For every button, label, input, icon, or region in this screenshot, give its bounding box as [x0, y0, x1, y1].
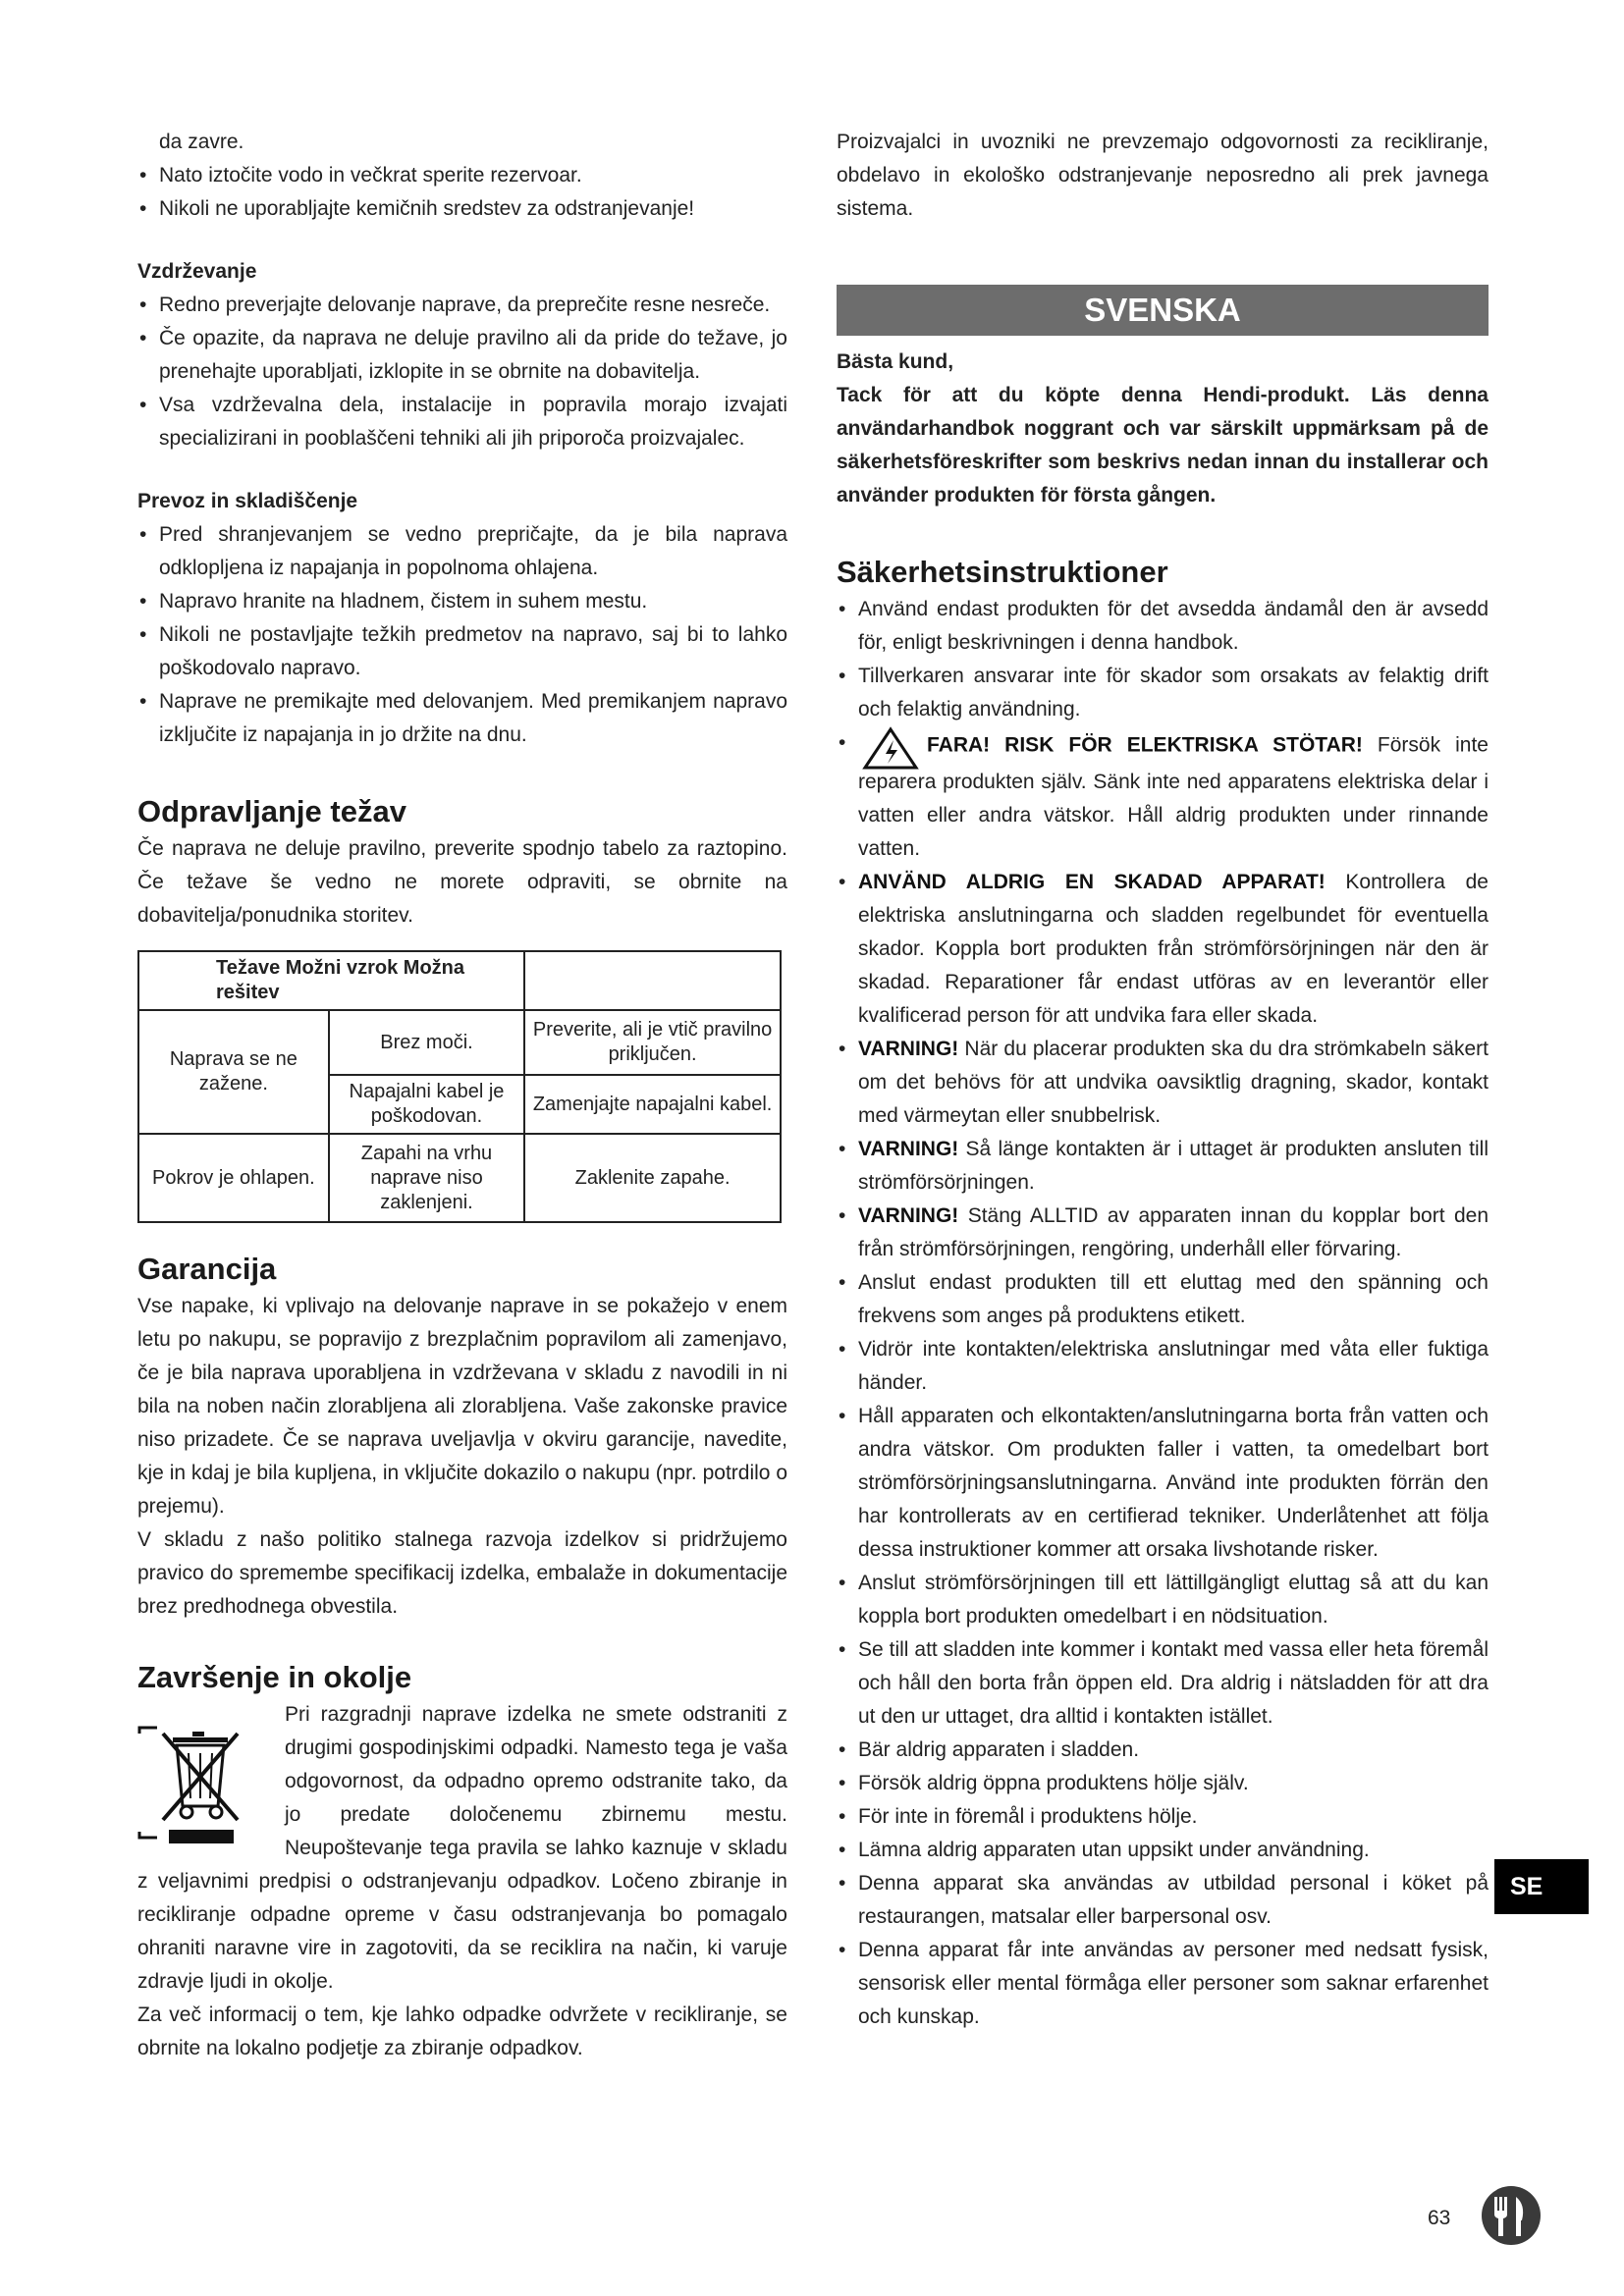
language-tab: SE: [1494, 1859, 1589, 1914]
list-item: • Če opazite, da naprava ne deluje pravilno ali da pride do težave, jo prenehajte uporabljati, izklopite in se obrnite na dobavitelja.: [137, 322, 787, 389]
table-cell: Pokrov je ohlapen.: [138, 1134, 329, 1222]
list-item: • Använd endast produkten för det avsedda ändamål den är avsedd för, enligt beskrivningen i denna handbok.: [837, 593, 1489, 660]
table-cell: Napajalni kabel je poškodovan.: [329, 1075, 524, 1134]
transport-heading: Prevoz in skladiščenje: [137, 490, 358, 512]
list-item: • Bär aldrig apparaten i sladden.: [837, 1734, 1489, 1767]
warning-label: VARNING!: [858, 1204, 959, 1227]
warning-text: Stäng ALLTID av apparaten innan du kopplar bort den från strömförsörjningen, rengöring, underhåll eller förvaring.: [858, 1204, 1489, 1260]
warranty-text: Vse napake, ki vplivajo na delovanje naprave in se pokažejo v enem letu po nakupu, se popravijo z brezplačnim popravilom ali zamenjavo, če je bila naprava uporabljena in vzdrževana v skladu z navodili in ni bila na noben način zlorabljena ali zlorabljena. Vaše zakonske pravice niso prizadete. Če se naprava uveljavlja v okviru garancije, navedite, kje in kdaj je bila kupljena, in vključite dokazilo o nakupu (npr. potrdilo o prejemu).: [137, 1295, 787, 1518]
table-cell: Brez moči.: [329, 1010, 524, 1075]
weee-bin-icon: [137, 1704, 271, 1861]
table-cell: Zapahi na vrhu naprave niso zaklenjeni.: [329, 1134, 524, 1222]
continued-text: da zavre.: [159, 131, 244, 153]
table-cell: Zaklenite zapahe.: [524, 1134, 781, 1222]
warning-label: ANVÄND ALDRIG EN SKADAD APPARAT!: [858, 871, 1326, 893]
list-item: • Naprave ne premikajte med delovanjem. Med premikanjem napravo izključite iz napajanja in jo držite na dnu.: [137, 685, 787, 752]
danger-label: FARA! RISK FÖR ELEKTRISKA STÖTAR!: [927, 733, 1363, 757]
table-cell: Zamenjajte napajalni kabel.: [524, 1075, 781, 1134]
troubleshooting-table: [137, 950, 782, 1223]
page-number: 63: [1428, 2207, 1451, 2229]
list-item: • Försök aldrig öppna produktens hölje själv.: [837, 1767, 1489, 1800]
troubleshooting-heading: Odpravljanje težav: [137, 794, 406, 828]
list-item: • Nikoli ne uporabljajte kemičnih sredstev za odstranjevanje!: [137, 192, 787, 226]
greeting: Bästa kund,: [837, 350, 954, 373]
table-header: Težave Možni vzrok Možna rešitev: [138, 951, 524, 1010]
maintenance-heading: Vzdrževanje: [137, 260, 257, 283]
list-item: • Denna apparat ska användas av utbildad personal i köket på restaurangen, matsalar eller barpersonal osv.: [837, 1867, 1489, 1934]
list-item: • Denna apparat får inte användas av personer med nedsatt fysisk, sensorisk eller mental förmåga eller personer som saknar erfarenhet och kunskap.: [837, 1934, 1489, 2034]
disposal-heading: Završenje in okolje: [137, 1660, 412, 1694]
list-item: • Se till att sladden inte kommer i kontakt med vassa eller heta föremål och håll den borta från öppen eld. Dra aldrig i nätsladden för att dra ut den ur uttaget, dra alltid i kontakten istället.: [837, 1633, 1489, 1734]
list-item: [837, 726, 1489, 866]
list-item: • Håll apparaten och elkontakten/anslutningarna borta från vatten och andra vätskor. Om produkten faller i vatten, ta omedelbart bort strömförsörjningsanslutningarna. Använd inte produkten förrän den har kontrollerats av en certifierad tekniker. Underlåtenhet att följa dessa instruktioner kommer att orsaka livshotande risker.: [837, 1400, 1489, 1567]
list-item: [837, 1033, 1489, 1133]
cutlery-logo-icon: [1481, 2185, 1542, 2246]
list-item: • Nato iztočite vodo in večkrat sperite rezervoar.: [137, 159, 787, 192]
table-cell: Naprava se ne zažene.: [138, 1010, 329, 1134]
list-item: • Lämna aldrig apparaten utan uppsikt under användning.: [837, 1834, 1489, 1867]
list-item: [837, 1133, 1489, 1200]
list-item: • Redno preverjajte delovanje naprave, da preprečite resne nesreče.: [137, 289, 787, 322]
danger-text: Försök inte reparera produkten själv. Sänk inte ned apparatens elektriska delar i vatten eller andra vätskor. Håll aldrig produkten under rinnande vatten.: [858, 733, 1489, 860]
warning-text: När du placerar produkten ska du dra strömkabeln säkert om det behövs för att undvika oavsiktlig dragning, skador, kontakt med värmeytan eller snubbelrisk.: [858, 1038, 1489, 1127]
list-item: • Tillverkaren ansvarar inte för skador som orsakats av felaktig drift och felaktig användning.: [837, 660, 1489, 726]
recycling-note: Proizvajalci in uvozniki ne prevzemajo odgovornosti za recikliranje, obdelavo in ekološko odstranjevanje neposredno ali prek javnega sistema.: [837, 131, 1489, 220]
safety-heading: Säkerhetsinstruktioner: [837, 555, 1168, 589]
warning-label: VARNING!: [858, 1138, 959, 1160]
list-item: • Napravo hranite na hladnem, čistem in suhem mestu.: [137, 585, 787, 618]
list-item: [837, 866, 1489, 1033]
list-item: • Nikoli ne postavljajte težkih predmetov na napravo, saj bi to lahko poškodovalo napravo.: [137, 618, 787, 685]
disposal-text: Pri razgradnji naprave izdelka ne smete odstraniti z drugimi gospodinjskimi odpadki. Namesto tega je vaša odgovornost, da odpadno opremo odstranite tako, da jo predate določenemu zbirnemu mestu. Neupoštevanje tega pravila se lahko kaznuje v skladu z veljavnimi predpisi o odstranjevanju odpadkov. Ločeno zbiranje in recikliranje odpadne opreme v času odstranjevanja bo pomagalo ohraniti naravne vire in zagotoviti, da se reciklira na način, ki varuje zdravje ljudi in okolje.: [137, 1703, 787, 1993]
warning-text: Kontrollera de elektriska anslutningarna och sladden regelbundet för eventuella skador. Koppla bort produkten från strömförsörjningen när den är skadad. Reparationer får endast utföras av en leverantör eller kvalificerad person för att undvika fara eller skada.: [858, 871, 1489, 1027]
warranty-heading: Garancija: [137, 1252, 277, 1286]
warning-label: VARNING!: [858, 1038, 959, 1060]
list-item: • Anslut endast produkten till ett eluttag med den spänning och frekvens som anges på produktens etikett.: [837, 1266, 1489, 1333]
list-item: • Vsa vzdrževalna dela, instalacije in popravila morajo izvajati specializirani in pooblaščeni tehniki ali jih priporoča proizvajalec.: [137, 389, 787, 455]
list-item: • Vidrör inte kontakten/elektriska anslutningar med våta eller fuktiga händer.: [837, 1333, 1489, 1400]
list-item: • För inte in föremål i produktens hölje.: [837, 1800, 1489, 1834]
warning-text: Så länge kontakten är i uttaget är produkten ansluten till strömförsörjningen.: [858, 1138, 1489, 1194]
list-item: • Pred shranjevanjem se vedno prepričajte, da je bila naprava odklopljena iz napajanja in popolnoma ohlajena.: [137, 518, 787, 585]
disposal-text-2: Za več informacij o tem, kje lahko odpadke odvržete v recikliranje, se obrnite na lokalno podjetje za zbiranje odpadkov.: [137, 2003, 787, 2059]
troubleshooting-text: Če naprava ne deluje pravilno, preverite spodnjo tabelo za raztopino. Če težave še vedno ne morete odpraviti, se obrnite na dobavitelja/ponudnika storitev.: [137, 837, 787, 927]
list-item: • Anslut strömförsörjningen till ett lättillgängligt eluttag så att du kan koppla bort produkten omedelbart i en nödsituation.: [837, 1567, 1489, 1633]
intro-text: Tack för att du köpte denna Hendi-produkt. Läs denna användarhandbok noggrant och var särskilt uppmärksam på de säkerhetsföreskrifter som beskrivs nedan innan du installerar och använder produkten för första gången.: [837, 384, 1489, 507]
warranty-text-2: V skladu z našo politiko stalnega razvoja izdelkov si pridržujemo pravico do spremembe specifikacij izdelka, embalaže in dokumentacije brez predhodnega obvestila.: [137, 1528, 787, 1618]
table-cell: Preverite, ali je vtič pravilno priključen.: [524, 1010, 781, 1075]
list-item: [837, 1200, 1489, 1266]
electric-warning-icon: [862, 726, 919, 766]
right-column: [837, 126, 1489, 2034]
left-column: [137, 126, 787, 2065]
language-banner: SVENSKA: [837, 285, 1489, 336]
